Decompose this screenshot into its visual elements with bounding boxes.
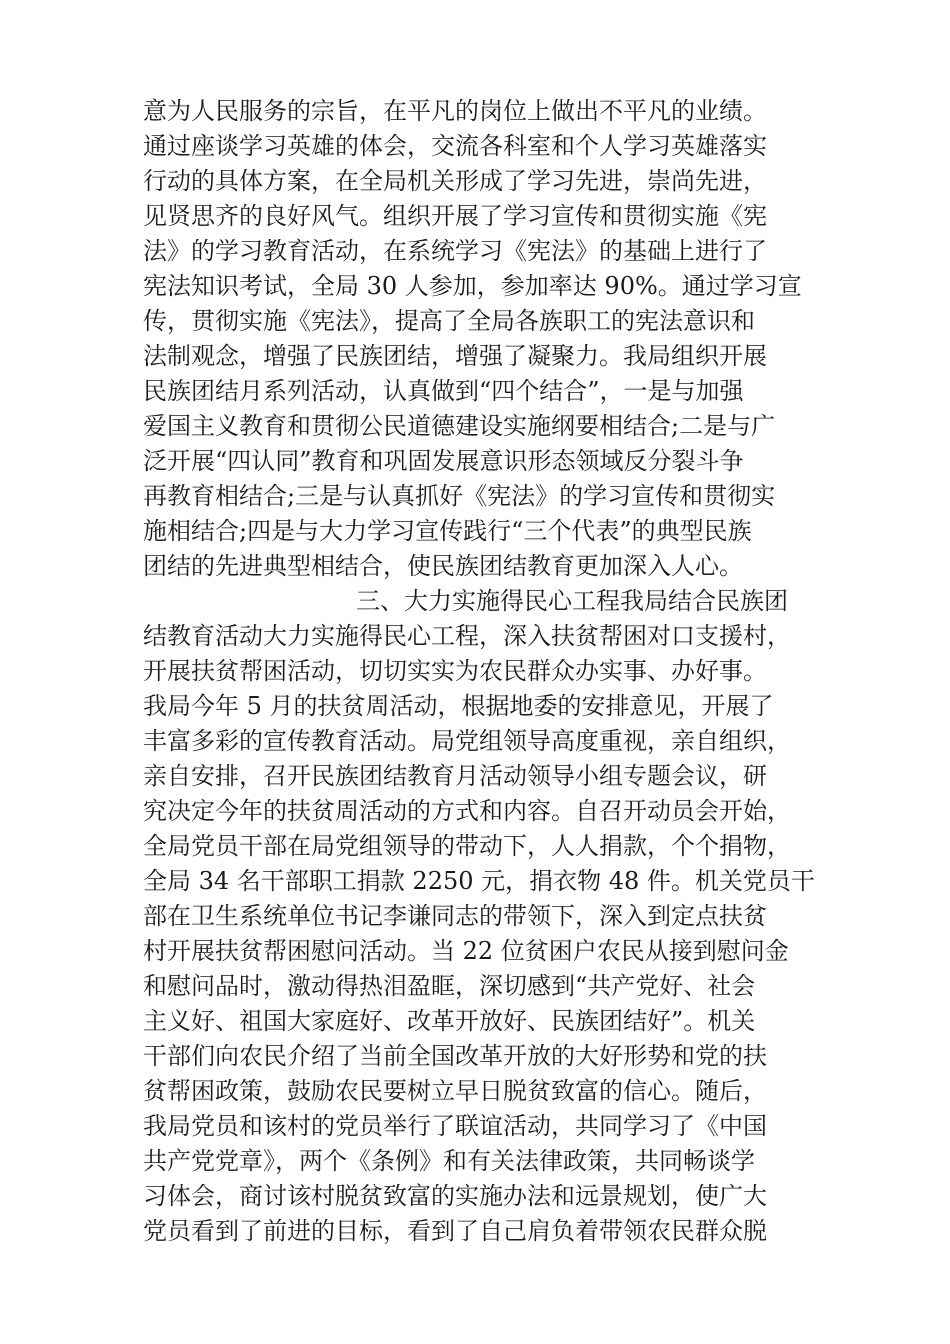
text-line: 爱国主义教育和贯彻公民道德建设实施纲要相结合;二是与广	[143, 412, 776, 440]
text-line: 全局党员干部在局党组领导的带动下，人人捐款，个个捐物，	[143, 832, 791, 860]
text-line: 和慰问品时，激动得热泪盈眶，深切感到“共产党好、社会	[143, 972, 756, 1000]
text-line: 团结的先进典型相结合，使民族团结教育更加深入人心。	[143, 552, 743, 580]
text-line: 通过座谈学习英雄的体会，交流各科室和个人学习英雄落实	[143, 132, 767, 160]
text-line: 党员看到了前进的目标，看到了自己肩负着带领农民群众脱	[143, 1217, 767, 1245]
text-line: 贫帮困政策，鼓励农民要树立早日脱贫致富的信心。随后，	[143, 1077, 767, 1105]
text-line: 村开展扶贫帮困慰问活动。当 22 位贫困户农民从接到慰问金	[143, 937, 789, 965]
text-line: 法》的学习教育活动，在系统学习《宪法》的基础上进行了	[143, 237, 767, 265]
text-line: 我局今年 5 月的扶贫周活动，根据地委的安排意见，开展了	[143, 692, 774, 720]
text-line: 部在卫生系统单位书记李谦同志的带领下，深入到定点扶贫	[143, 902, 767, 930]
text-line: 意为人民服务的宗旨，在平凡的岗位上做出不平凡的业绩。	[143, 97, 767, 125]
text-line: 开展扶贫帮困活动，切切实实为农民群众办实事、办好事。	[143, 657, 767, 685]
text-line: 习体会，商讨该村脱贫致富的实施办法和远景规划，使广大	[143, 1182, 767, 1210]
text-line: 究决定今年的扶贫周活动的方式和内容。自召开动员会开始，	[143, 797, 791, 825]
text-line: 干部们向农民介绍了当前全国改革开放的大好形势和党的扶	[143, 1042, 767, 1070]
text-line: 再教育相结合;三是与认真抓好《宪法》的学习宣传和贯彻实	[143, 482, 776, 510]
text-line: 传，贯彻实施《宪法》，提高了全局各族职工的宪法意识和	[143, 307, 755, 335]
text-line: 全局 34 名干部职工捐款 2250 元，捐衣物 48 件。机关党员干	[143, 867, 815, 895]
text-line: 宪法知识考试，全局 30 人参加，参加率达 90%。通过学习宣	[143, 272, 802, 300]
text-line: 主义好、祖国大家庭好、改革开放好、民族团结好”。机关	[143, 1007, 756, 1035]
text-line: 施相结合;四是与大力学习宣传践行“三个代表”的典型民族	[143, 517, 752, 545]
text-line: 见贤思齐的良好风气。组织开展了学习宣传和贯彻实施《宪	[143, 202, 767, 230]
text-line: 丰富多彩的宣传教育活动。局党组领导高度重视，亲自组织，	[143, 727, 791, 755]
section-heading-line: 三、大力实施得民心工程我局结合民族团	[356, 587, 788, 615]
text-line: 我局党员和该村的党员举行了联谊活动，共同学习了《中国	[143, 1112, 767, 1140]
text-line: 亲自安排，召开民族团结教育月活动领导小组专题会议，研	[143, 762, 767, 790]
text-line: 泛开展“四认同”教育和巩固发展意识形态领域反分裂斗争	[143, 447, 744, 475]
text-line: 结教育活动大力实施得民心工程，深入扶贫帮困对口支援村，	[143, 622, 791, 650]
text-line: 行动的具体方案，在全局机关形成了学习先进，崇尚先进，	[143, 167, 767, 195]
text-line: 法制观念，增强了民族团结，增强了凝聚力。我局组织开展	[143, 342, 767, 370]
text-line: 民族团结月系列活动，认真做到“四个结合”，一是与加强	[143, 377, 744, 405]
text-line: 共产党党章》，两个《条例》和有关法律政策，共同畅谈学	[143, 1147, 755, 1175]
body-text	[143, 94, 823, 1249]
